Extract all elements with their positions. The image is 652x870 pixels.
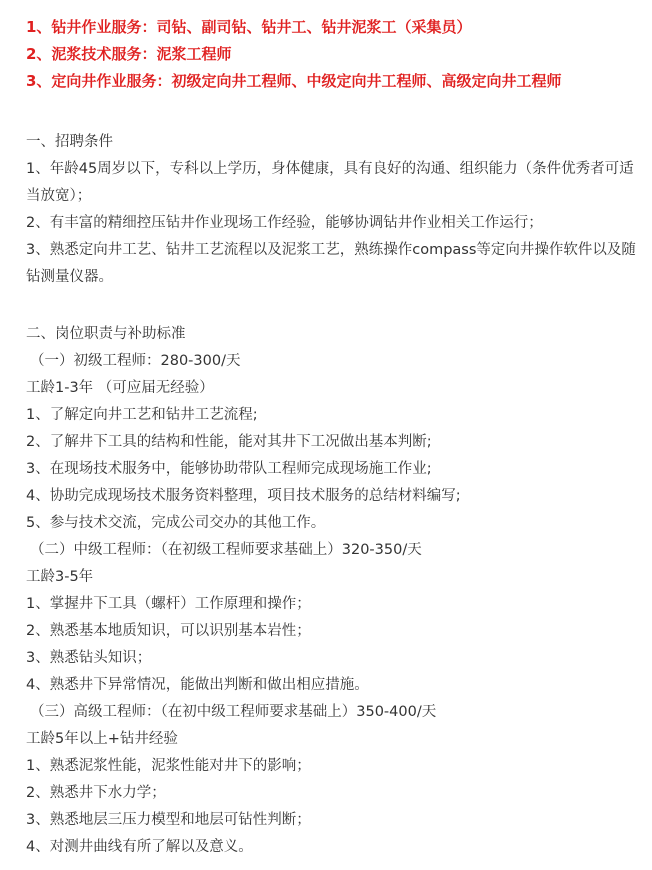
duty-item: 2、熟悉基本地质知识，可以识别基本岩性； (26, 623, 311, 639)
level-title: （三）高级工程师：（在初中级工程师要求基础上）350-400/天 (30, 704, 437, 720)
section-heading: 一、招聘条件 (26, 134, 113, 150)
spacer (26, 95, 638, 129)
service-highlight: 3、定向井作业服务：初级定向井工程师、中级定向井工程师、高级定向井工程师 (26, 72, 562, 90)
level-title: （二）中级工程师：（在初级工程师要求基础上）320-350/天 (30, 542, 422, 558)
requirement-item: 1、年龄45周岁以下，专科以上学历，身体健康，具有良好的沟通、组织能力（条件优秀者可适当放宽）； (26, 161, 634, 204)
service-highlight: 1、钻井作业服务：司钻、副司钻、钻井工、钻井泥浆工（采集员） (26, 18, 472, 36)
level-experience: 工龄5年以上+钻井经验 (26, 731, 178, 747)
duty-item: 1、了解定向井工艺和钻井工艺流程; (26, 407, 258, 423)
requirement-item: 2、有丰富的精细控压钻井作业现场工作经验，能够协调钻井作业相关工作运行； (26, 215, 543, 231)
duty-item: 1、熟悉泥浆性能，泥浆性能对井下的影响； (26, 758, 311, 774)
duty-item: 3、在现场技术服务中，能够协助带队工程师完成现场施工作业; (26, 461, 432, 477)
duty-item: 3、熟悉地层三压力模型和地层可钻性判断； (26, 812, 311, 828)
level-experience: 工龄1-3年 （可应届无经验） (26, 380, 214, 396)
duty-item: 4、对测井曲线有所了解以及意义。 (26, 839, 253, 855)
duty-item: 5、参与技术交流，完成公司交办的其他工作。 (26, 515, 326, 531)
duty-item: 2、熟悉井下水力学； (26, 785, 166, 801)
requirement-item: 3、熟悉定向井工艺、钻井工艺流程以及泥浆工艺，熟练操作compass等定向井操作软件以及随钻测量仪器。 (26, 242, 636, 285)
service-highlight: 2、泥浆技术服务：泥浆工程师 (26, 45, 232, 63)
spacer (26, 291, 638, 321)
duty-item: 3、熟悉钻头知识； (26, 650, 152, 666)
duty-item: 1、掌握井下工具（螺杆）工作原理和操作； (26, 596, 311, 612)
duty-item: 2、了解井下工具的结构和性能，能对其井下工况做出基本判断; (26, 434, 432, 450)
level-experience: 工龄3-5年 (26, 569, 94, 585)
section-heading: 二、岗位职责与补助标准 (26, 326, 186, 342)
level-title: （一）初级工程师：280-300/天 (30, 353, 241, 369)
duty-item: 4、协助完成现场技术服务资料整理，项目技术服务的总结材料编写; (26, 488, 461, 504)
duty-item: 4、熟悉井下异常情况，能做出判断和做出相应措施。 (26, 677, 369, 693)
